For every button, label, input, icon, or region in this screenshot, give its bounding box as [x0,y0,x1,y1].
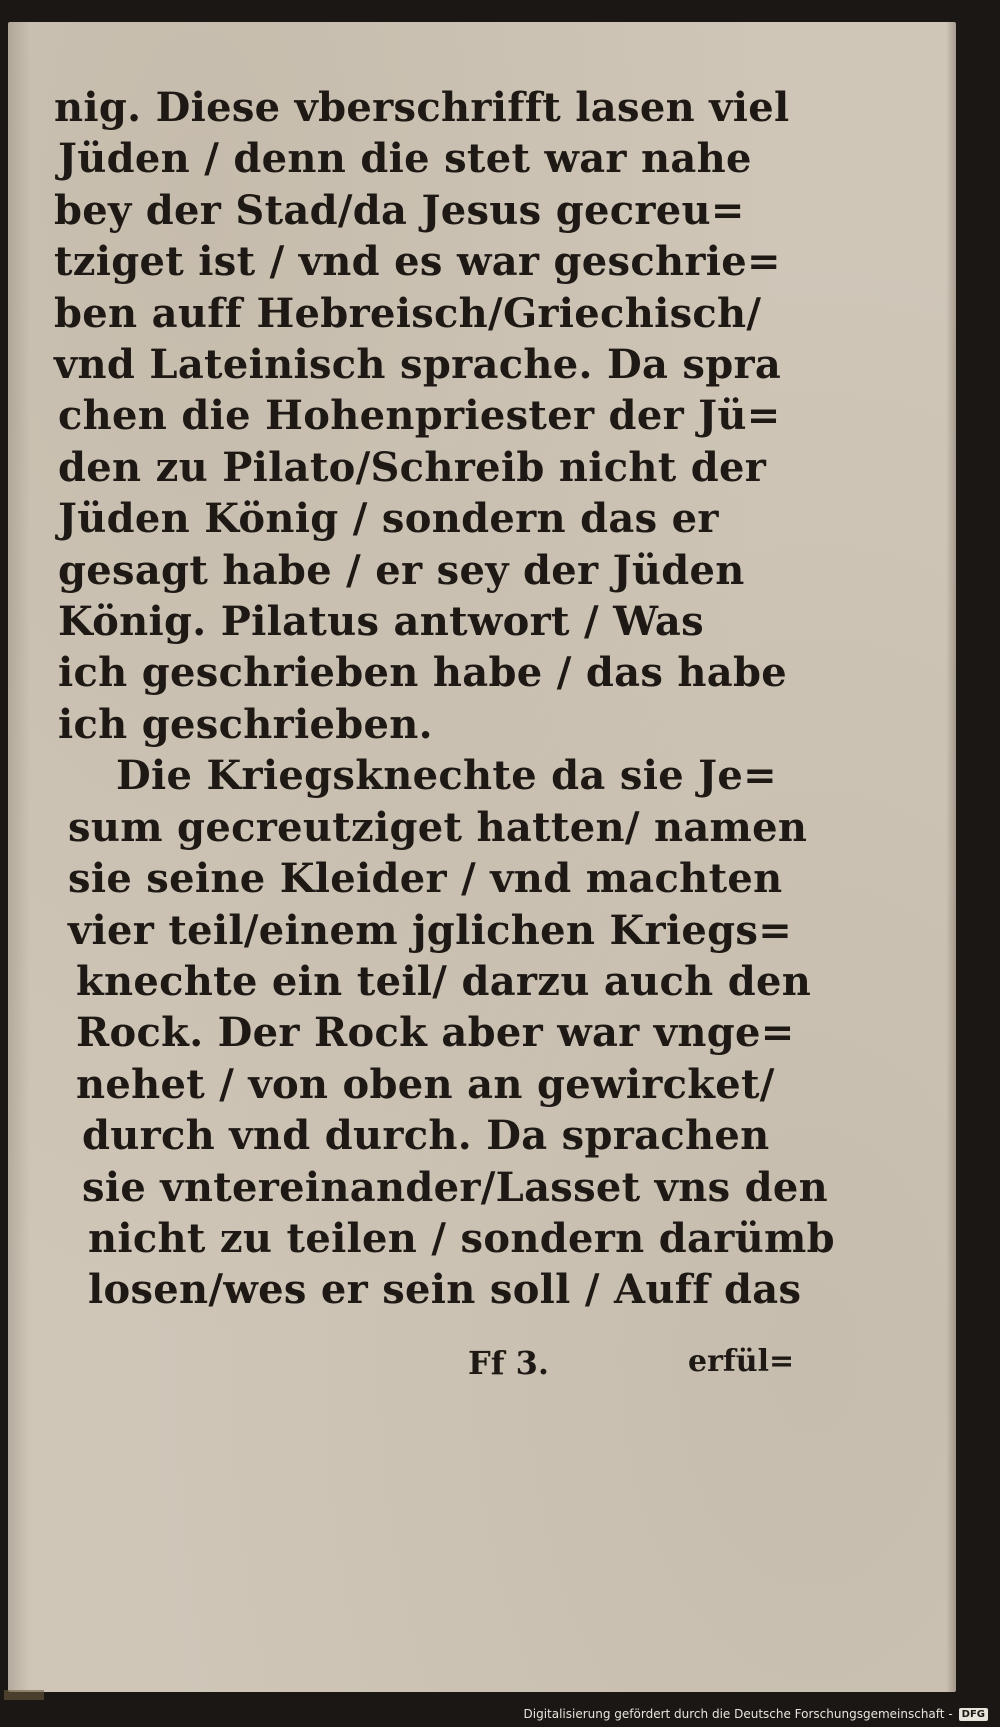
credit-text: Digitalisierung gefördert durch die Deutsche Forschungsgemeinschaft - [523,1707,953,1721]
text-line: losen/wes er sein soll / Auff das [88,1266,802,1314]
text-line: nig. Diese vberschrifft lasen viel [54,84,790,131]
text-line: bey der Stad/da Jesus gecreu= [54,186,745,234]
text-line: durch vnd durch. Da sprachen [82,1112,770,1160]
text-line: den zu Pilato/Schreib nicht der [58,443,767,491]
text-line: ben auff Hebreisch/Griechisch/ [54,289,762,337]
text-line: sum gecreutziget hatten/ namen [68,803,808,851]
text-line: chen die Hohenpriester der Jü= [58,392,781,440]
text-line-paragraph-start: Die Kriegsknechte da sie Je= [116,752,777,800]
catchword: erfül= [688,1344,795,1379]
text-line: vnd Lateinisch sprache. Da spra [54,341,782,389]
text-line: Rock. Der Rock aber war vnge= [76,1009,795,1057]
text-line: knechte ein teil/ darzu auch den [76,957,812,1005]
text-line: ich geschrieben. [58,700,433,748]
text-line: ich geschrieben habe / das habe [58,649,788,697]
text-line: sie seine Kleider / vnd machten [68,855,783,903]
signature-mark: Ff 3. [468,1344,550,1382]
body-text [54,82,835,1316]
text-line: Jüden König / sondern das er [58,495,719,543]
page-edge-shadow [946,22,956,1692]
text-line: gesagt habe / er sey der Jüden [58,546,745,594]
text-line: nicht zu teilen / sondern darümb [88,1214,835,1262]
text-line: Jüden / denn die stet war nahe [58,135,752,183]
binding-edge [4,1690,44,1700]
text-line: König. Pilatus antwort / Was [58,598,704,646]
dfg-logo: DFG [959,1708,988,1721]
text-line: sie vntereinander/Lasset vns den [82,1163,829,1211]
text-line: tziget ist / vnd es war geschrie= [54,238,781,286]
text-line: nehet / von oben an gewircket/ [76,1060,775,1108]
book-page [8,22,956,1692]
digitization-credit [524,1707,989,1721]
text-line: vier teil/einem jglichen Kriegs= [68,906,793,954]
